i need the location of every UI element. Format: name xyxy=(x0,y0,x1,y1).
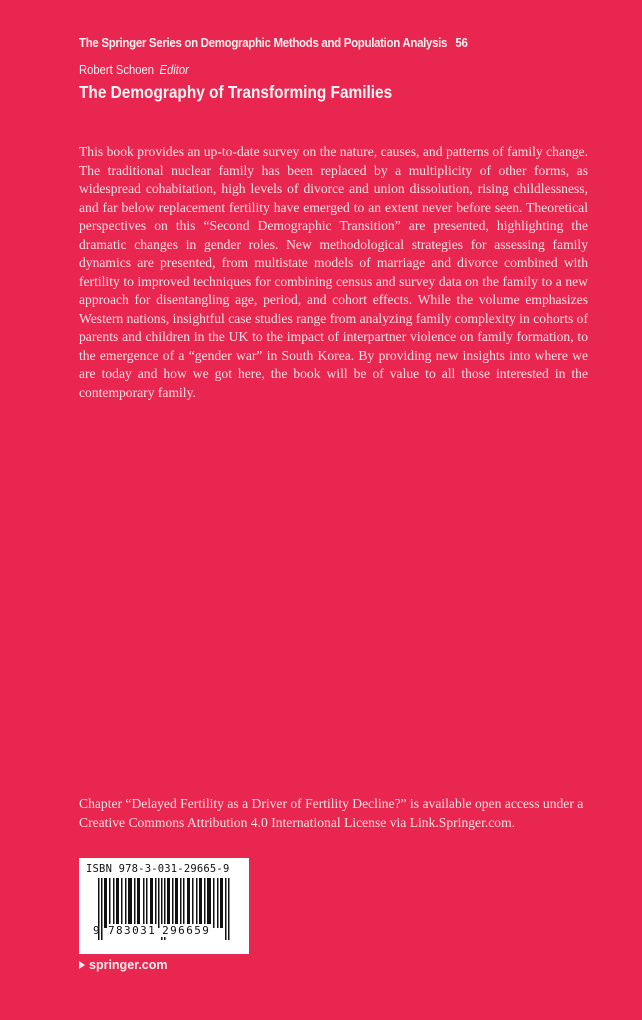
series-line xyxy=(79,36,468,50)
triangle-right-icon xyxy=(79,961,85,969)
ean-first-digit: 9 xyxy=(93,924,100,937)
springer-website-link[interactable] xyxy=(79,958,168,972)
barcode-bars xyxy=(86,878,242,940)
isbn-barcode xyxy=(79,858,249,954)
ean-left-digits: 783031 xyxy=(108,924,157,937)
book-title: The Demography of Transforming Families xyxy=(79,82,393,102)
isbn-label: ISBN 978-3-031-29665-9 xyxy=(86,863,230,875)
editor-role: Editor xyxy=(159,63,189,77)
open-access-note: Chapter “Delayed Fertility as a Driver of Fertility Decline?” is available open access under a Creative Commons Attribution 4.0 International License via Link.Springer.com. xyxy=(79,796,584,830)
book-description: This book provides an up-to-date survey on the nature, causes, and patterns of family change. The traditional nuclear family has been replaced by a multiplicity of other forms, as widespread cohabitation, high levels of divorce and union dissolution, rising childlessness, and far below replacement fertility have emerged to an extent never before seen. Theoretical perspectives on this “Second Demographic Transition” are presented, highlighting the dramatic changes in gender roles. New methodological strategies for assessing family dynamics are presented, from multistate models of marriage and divorce combined with fertility to improved techniques for combining census and survey data on the family to a new approach for disentangling age, period, and cohort effects. While the volume emphasizes Western nations, insightful case studies range from analyzing family complexity in cohorts of parents and children in the UK to the impact of interpartner violence on family formation, to the emergence of a “gender war” in South Korea. By providing new insights into where we are today and how we got here, the book will be of value to all those interested in the contemporary family. xyxy=(79,144,588,400)
springer-link-label: springer.com xyxy=(89,958,168,972)
volume-number: 56 xyxy=(455,36,468,50)
editor-line xyxy=(79,63,189,77)
editor-name: Robert Schoen xyxy=(79,63,155,77)
ean-right-digits: 296659 xyxy=(162,924,211,937)
ean-digits xyxy=(93,924,211,937)
series-title: The Springer Series on Demographic Methods and Population Analysis xyxy=(79,36,448,50)
